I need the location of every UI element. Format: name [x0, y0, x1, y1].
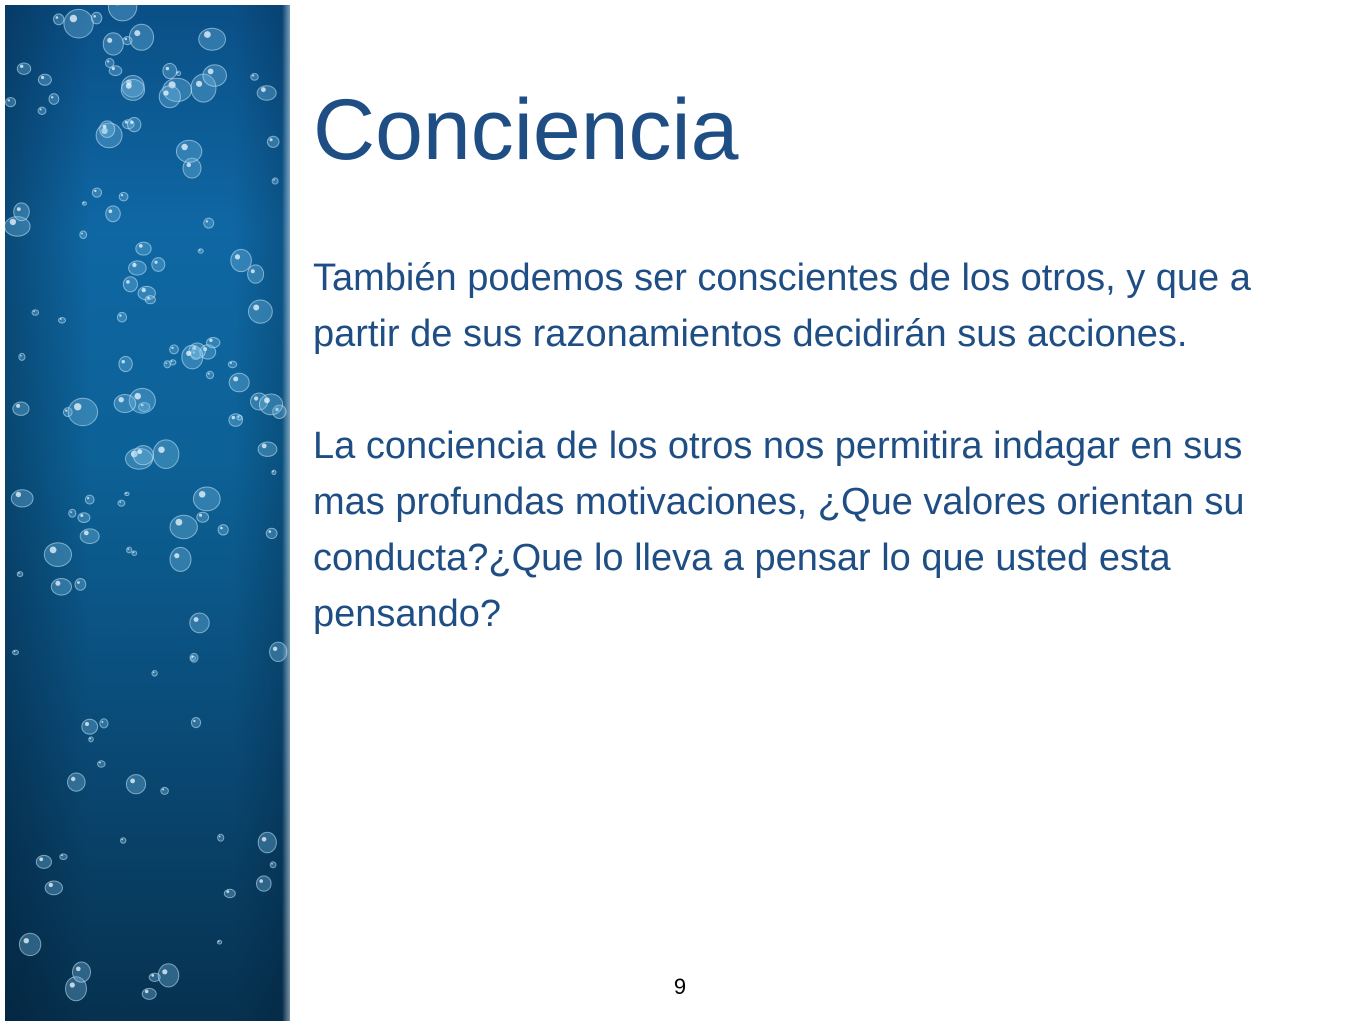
bubble [121, 838, 126, 844]
bubble [73, 962, 91, 982]
body-paragraph-2: La conciencia de los otros nos permitira indagar en sus mas profundas motivaciones, ¿Que valores orientan su conducta?¿Que lo lleva a pensar lo que usted esta pensando? [313, 425, 1245, 635]
image-edge-highlight [282, 5, 290, 1021]
bubble [164, 361, 171, 368]
bubble [123, 37, 132, 45]
bubble [249, 300, 273, 323]
bubble [109, 66, 122, 76]
bubble [14, 203, 30, 221]
bubble [258, 442, 277, 456]
bubble [118, 500, 125, 506]
bubble [51, 579, 71, 596]
bubble [231, 249, 252, 271]
bubble [126, 775, 145, 794]
slide-title: Conciencia [313, 82, 739, 178]
bubble [159, 86, 180, 108]
bubble [132, 551, 137, 556]
bubble [176, 71, 180, 76]
bubble [36, 855, 51, 868]
bubble [272, 470, 276, 474]
underwater-bubbles-image [5, 5, 290, 1021]
bubble [128, 118, 141, 132]
bubble [197, 512, 209, 522]
bubble [13, 650, 19, 655]
bubble [266, 528, 277, 538]
bubble [19, 353, 25, 360]
bubble [204, 218, 214, 228]
bubble [270, 862, 276, 868]
bubble [193, 487, 220, 511]
bubble [92, 188, 101, 197]
bubble [229, 373, 249, 392]
bubble [114, 395, 136, 413]
bubble [59, 318, 66, 324]
bubble [206, 371, 213, 378]
bubble [190, 613, 209, 633]
bubble [17, 63, 30, 74]
bubble [49, 94, 59, 105]
bubble [121, 79, 144, 100]
bubbles-graphic [5, 5, 290, 1021]
bubble [85, 495, 94, 504]
bubble [119, 192, 128, 201]
bubble [152, 671, 157, 677]
bubble [251, 74, 259, 81]
bubble [127, 547, 132, 553]
bubble [38, 74, 51, 85]
bubble [153, 440, 179, 469]
bubble [13, 402, 29, 415]
bubble [129, 261, 147, 275]
bubble [32, 310, 39, 316]
bubble [207, 338, 220, 348]
bubble [258, 832, 276, 853]
bubble [69, 509, 76, 517]
bubble [119, 356, 132, 371]
bubble [191, 718, 200, 728]
bubble [11, 490, 33, 507]
bubble [170, 547, 191, 571]
bubble [133, 446, 153, 465]
bubble [64, 9, 93, 38]
bubble [45, 881, 62, 895]
bubble [161, 787, 169, 794]
bubble [38, 107, 46, 114]
bubble [248, 265, 264, 283]
bubble [203, 65, 227, 87]
bubble [60, 854, 67, 860]
bubble [170, 515, 197, 538]
bubble [78, 513, 90, 523]
bubble [80, 529, 99, 544]
bubble [103, 33, 123, 55]
bubble [257, 86, 276, 100]
bubble [54, 14, 64, 25]
bubble [136, 242, 151, 255]
bubble [80, 231, 87, 239]
slide-body [313, 250, 1313, 698]
bubble [224, 889, 235, 897]
bubble [272, 178, 278, 184]
bubble [82, 719, 98, 734]
bubble [267, 136, 279, 147]
bubble [100, 719, 108, 728]
bubble [6, 98, 16, 107]
bubble [129, 24, 153, 50]
bubble [182, 345, 203, 369]
bubble [82, 202, 86, 205]
bubble [98, 761, 106, 767]
bubble [145, 296, 155, 304]
bubble [68, 398, 97, 425]
bubble [123, 277, 137, 292]
body-paragraph-1: También podemos ser conscientes de los otros, y que a partir de sus razonamientos decidirán sus acciones. [313, 257, 1251, 355]
bubble [106, 206, 121, 222]
bubble [117, 312, 126, 322]
bubble [158, 964, 179, 987]
bubble [44, 543, 71, 567]
bubble [142, 988, 156, 999]
bubble [19, 933, 40, 955]
bubble [152, 258, 165, 272]
bubble [228, 361, 236, 368]
bubble [108, 5, 136, 21]
bubble [190, 653, 198, 662]
bubble [218, 525, 228, 535]
bubble [17, 572, 23, 577]
bubble [170, 345, 179, 354]
bubble [89, 737, 94, 742]
bubble [198, 249, 203, 253]
bubble [237, 415, 242, 420]
bubble [199, 28, 226, 50]
bubble [68, 773, 86, 791]
bubble [75, 579, 86, 591]
bubble [176, 140, 201, 162]
bubble [218, 834, 224, 841]
page-number: 9 [673, 974, 687, 999]
bubble [100, 121, 115, 138]
bubble [217, 940, 221, 944]
bubble [163, 63, 177, 78]
bubble [257, 876, 272, 891]
bubble [259, 394, 282, 415]
bubble [125, 492, 129, 495]
bubble [91, 12, 101, 24]
